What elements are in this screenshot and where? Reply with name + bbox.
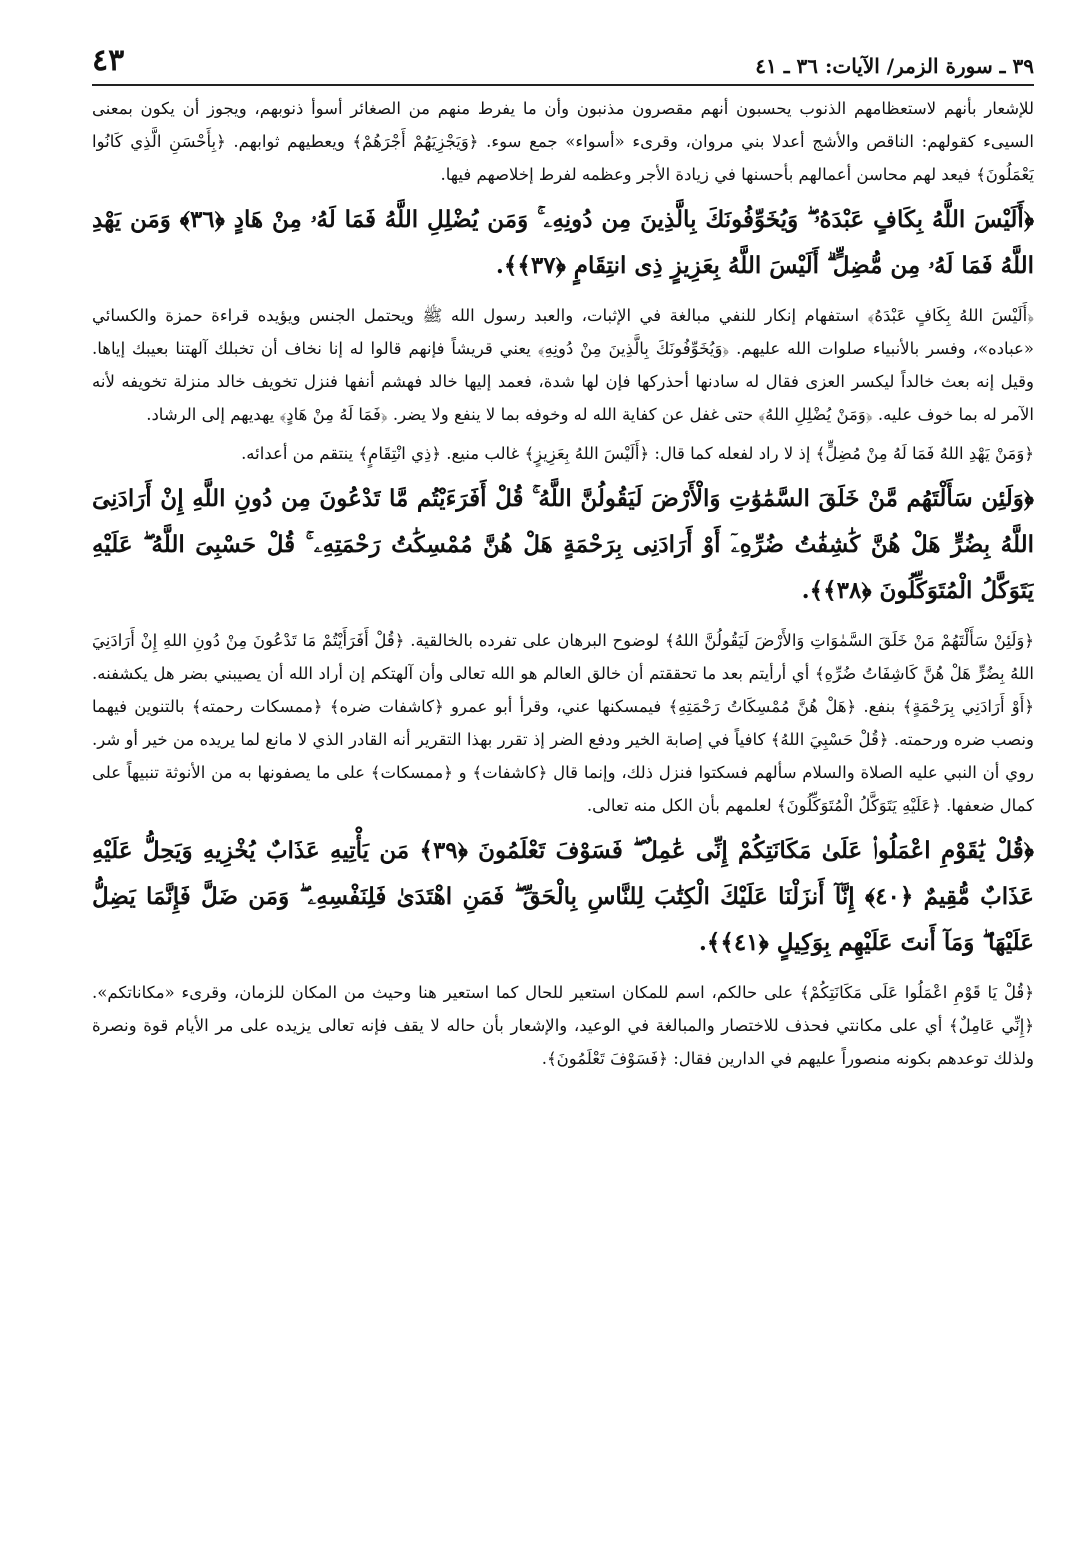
page-content [92, 92, 1034, 1546]
commentary-paragraph: ﴿قُلْ يَا قَوْمِ اعْمَلُوا عَلَى مَكَانَتِكُمْ﴾ على حالكم، اسم للمكان استعير للحال كما استعير هنا وحيث من المكان للزمان، وقرىء «مكاناتكم». ﴿إِنِّي عَامِلٌ﴾ أي على مكانتي فحذف للاختصار والمبالغة في الوعيد، والإشعار بأن حاله لا يقف فإنه تعالى يزيده على مر الأيام قوة ونصرة ولذلك توعدهم بكونه منصوراً عليهم في الدارين فقال: ﴿فَسَوْفَ تَعْلَمُونَ﴾. [92, 983, 1034, 1068]
page-number: ٤٣ [92, 43, 125, 78]
running-title: ٣٩ ـ سورة الزمر/ الآيات: ٣٦ ـ ٤١ [755, 54, 1034, 78]
commentary-paragraph: ﴿وَمَنْ يَهْدِ اللهُ فَمَا لَهُ مِنْ مُضِلٍّ﴾ إذ لا راد لفعله كما قال: ﴿أَلَيْسَ اللهُ بِعَزِيزٍ﴾ غالب منيع. ﴿ذِي انْتِقَامٍ﴾ ينتقم من أعدائه. [241, 444, 1034, 463]
quran-verse-block: ﴿وَلَئِن سَأَلْتَهُم مَّنْ خَلَقَ السَّمَٰوَٰتِ وَالْأَرْضَ لَيَقُولُنَّ اللَّهُ ۚ قُلْ أَفَرَءَيْتُم مَّا تَدْعُونَ مِن دُونِ اللَّهِ إِنْ أَرَادَنِىَ اللَّهُ بِضُرٍّ هَلْ هُنَّ كَٰشِفَٰتُ ضُرِّهِۦٓ أَوْ أَرَادَنِى بِرَحْمَةٍ هَلْ هُنَّ مُمْسِكَٰتُ رَحْمَتِهِۦ ۚ قُلْ حَسْبِىَ اللَّهُ ۖ عَلَيْهِ يَتَوَكَّلُ الْمُتَوَكِّلُونَ ﴿٣٨﴾﴾. [92, 485, 1034, 604]
quran-verse-block: ﴿قُلْ يَٰقَوْمِ اعْمَلُوا۟ عَلَىٰ مَكَانَتِكُمْ إِنِّى عَٰمِلٌ ۖ فَسَوْفَ تَعْلَمُونَ ﴿٣٩﴾ مَن يَأْتِيهِ عَذَابٌ يُخْزِيهِ وَيَحِلُّ عَلَيْهِ عَذَابٌ مُّقِيمٌ ﴿٤٠﴾ إِنَّآ أَنزَلْنَا عَلَيْكَ الْكِتَٰبَ لِلنَّاسِ بِالْحَقِّ ۖ فَمَنِ اهْتَدَىٰ فَلِنَفْسِهِۦ ۖ وَمَن ضَلَّ فَإِنَّمَا يَضِلُّ عَلَيْهَا ۖ وَمَآ أَنتَ عَلَيْهِم بِوَكِيلٍ ﴿٤١﴾﴾. [92, 837, 1034, 956]
quran-verse-block: ﴿أَلَيْسَ اللَّهُ بِكَافٍ عَبْدَهُۥ ۖ وَيُخَوِّفُونَكَ بِالَّذِينَ مِن دُونِهِۦ ۚ وَمَن يُضْلِلِ اللَّهُ فَمَا لَهُۥ مِنْ هَادٍ ﴿٣٦﴾ وَمَن يَهْدِ اللَّهُ فَمَا لَهُۥ مِن مُّضِلٍّ ۗ أَلَيْسَ اللَّهُ بِعَزِيزٍ ذِى انتِقَامٍ ﴿٣٧﴾﴾. [92, 206, 1034, 279]
commentary-paragraph: للإشعار بأنهم لاستعظامهم الذنوب يحسبون أنهم مقصرون مذنبون وأن ما يفرط منهم من الصغائر أسوأ ذنوبهم، ويجوز أن يكون بمعنى السيىء كقولهم: الناقص والأشج أعدلا بني مروان، وقرىء «أسواء» جمع سوء. ﴿وَيَجْزِيَهُمْ أَجْرَهُمْ﴾ ويعطيهم ثوابهم. ﴿بِأَحْسَنِ الَّذِي كَانُوا يَعْمَلُونَ﴾ فيعد لهم محاسن أعمالهم بأحسنها في زيادة الأجر وعظمه لفرط إخلاصهم فيها. [92, 99, 1034, 184]
page-header [92, 30, 1034, 86]
commentary-paragraph: ﴿وَلَئِنْ سَأَلْتَهُمْ مَنْ خَلَقَ السَّمٰوَاتِ وَالأَرْضَ لَيَقُولُنَّ اللهُ﴾ لوضوح البرهان على تفرده بالخالقية. ﴿قُلْ أَفَرَأَيْتُمْ مَا تَدْعُونَ مِنْ دُونِ اللهِ إِنْ أَرَادَنِيَ اللهُ بِضُرٍّ هَلْ هُنَّ كَاشِفَاتُ ضُرِّهِ﴾ أي أرأيتم بعد ما تحققتم أن خالق العالم هو الله تعالى وأن آلهتكم إن أراد الله أن يصيبني بضر هل يكشفنه. ﴿أَوْ أَرَادَنِي بِرَحْمَةٍ﴾ بنفع. ﴿هَلْ هُنَّ مُمْسِكَاتُ رَحْمَتِهِ﴾ فيمسكنها عني، وقرأ أبو عمرو ﴿كاشفات ضره﴾ ﴿ممسكات رحمته﴾ بالتنوين فيهما ونصب ضره ورحمته. ﴿قُلْ حَسْبِيَ اللهُ﴾ كافياً في إصابة الخير ودفع الضر إذ تقرر بهذا التقرير أنه القادر الذي لا مانع لما يريده من خير أو شر. روي أن النبي عليه الصلاة والسلام سألهم فسكتوا فنزل ذلك، وإنما قال ﴿كاشفات﴾ و ﴿ممسكات﴾ على ما يصفونها به من الأنوثة تنبيهاً على كمال ضعفها. ﴿عَلَيْهِ يَتَوَكَّلُ الْمُتَوَكِّلُونَ﴾ لعلمهم بأن الكل منه تعالى. [92, 631, 1034, 815]
commentary-paragraph: ﴿أَلَيْسَ اللهُ بِكَافٍ عَبْدَهُ﴾ استفهام إنكار للنفي مبالغة في الإثبات، والعبد رسول الله ﷺ ويحتمل الجنس ويؤيده قراءة حمزة والكسائي «عباده»، وفسر بالأنبياء صلوات الله عليهم. ﴿وَيُخَوِّفُونَكَ بِالَّذِينَ مِنْ دُونِهِ﴾ يعني قريشاً فإنهم قالوا له إنا نخاف أن تخبلك آلهتنا بعيبك إياها. وقيل إنه بعث خالداً ليكسر العزى فقال له سادنها أحذركها فإن لها شدة، فعمد إليها خالد فهشم أنفها فنزل تخويف خالد منزلة تخويفه لأنه الآمر له بما خوف عليه. ﴿وَمَنْ يُضْلِلِ اللهُ﴾ حتى غفل عن كفاية الله له وخوفه بما لا ينفع ولا يضر. ﴿فَمَا لَهُ مِنْ هَادٍ﴾ يهديهم إلى الرشاد. [92, 306, 1034, 424]
